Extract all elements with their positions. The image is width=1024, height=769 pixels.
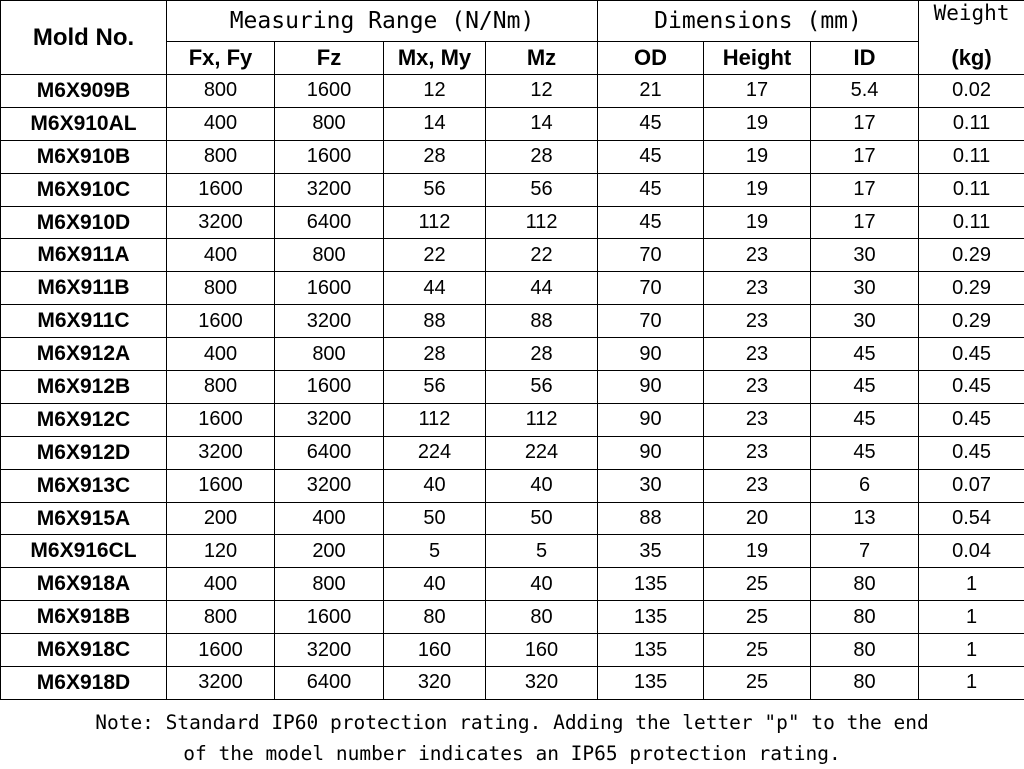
table-row	[1, 535, 1024, 568]
cell-model: M6X910D	[1, 206, 167, 239]
cell-weight: 0.54	[919, 502, 1024, 535]
cell-id: 30	[811, 239, 919, 272]
cell-mx-my: 5	[384, 535, 486, 568]
footnote-line-2: of the model number indicates an IP65 protection rating.	[0, 738, 1024, 769]
cell-weight: 0.29	[919, 239, 1024, 272]
cell-mz: 5	[486, 535, 598, 568]
cell-weight: 0.02	[919, 75, 1024, 108]
cell-od: 70	[598, 272, 704, 305]
header-weight: Weight	[919, 1, 1024, 42]
cell-id: 5.4	[811, 75, 919, 108]
cell-fz: 6400	[275, 436, 384, 469]
cell-weight: 0.11	[919, 107, 1024, 140]
cell-mx-my: 22	[384, 239, 486, 272]
cell-id: 17	[811, 206, 919, 239]
cell-id: 45	[811, 371, 919, 404]
cell-mx-my: 112	[384, 206, 486, 239]
cell-mx-my: 224	[384, 436, 486, 469]
table-row	[1, 601, 1024, 634]
cell-fx-fy: 800	[167, 371, 275, 404]
cell-od: 90	[598, 338, 704, 371]
header-dimensions: Dimensions (mm)	[598, 1, 919, 42]
cell-mz: 80	[486, 601, 598, 634]
cell-model: M6X912B	[1, 371, 167, 404]
table-row	[1, 272, 1024, 305]
table-row	[1, 338, 1024, 371]
cell-weight: 0.45	[919, 436, 1024, 469]
cell-mz: 160	[486, 634, 598, 667]
cell-fx-fy: 400	[167, 107, 275, 140]
cell-mx-my: 320	[384, 667, 486, 700]
cell-height: 19	[704, 140, 811, 173]
cell-id: 17	[811, 107, 919, 140]
cell-id: 6	[811, 469, 919, 502]
header-mz: Mz	[486, 42, 598, 75]
cell-model: M6X910C	[1, 173, 167, 206]
table-row	[1, 173, 1024, 206]
cell-model: M6X918D	[1, 667, 167, 700]
cell-od: 70	[598, 305, 704, 338]
cell-mx-my: 40	[384, 568, 486, 601]
cell-fx-fy: 120	[167, 535, 275, 568]
cell-fz: 200	[275, 535, 384, 568]
cell-model: M6X909B	[1, 75, 167, 108]
cell-od: 45	[598, 107, 704, 140]
table-row	[1, 140, 1024, 173]
cell-fx-fy: 1600	[167, 173, 275, 206]
cell-height: 19	[704, 535, 811, 568]
cell-mz: 224	[486, 436, 598, 469]
cell-mx-my: 160	[384, 634, 486, 667]
cell-fx-fy: 400	[167, 338, 275, 371]
cell-fz: 6400	[275, 667, 384, 700]
table-row	[1, 667, 1024, 700]
cell-fz: 1600	[275, 272, 384, 305]
cell-model: M6X918C	[1, 634, 167, 667]
cell-weight: 0.45	[919, 371, 1024, 404]
cell-id: 30	[811, 272, 919, 305]
cell-weight: 1	[919, 667, 1024, 700]
cell-mx-my: 40	[384, 469, 486, 502]
cell-mz: 88	[486, 305, 598, 338]
cell-id: 80	[811, 667, 919, 700]
cell-height: 23	[704, 436, 811, 469]
cell-od: 90	[598, 403, 704, 436]
cell-height: 20	[704, 502, 811, 535]
cell-fz: 3200	[275, 634, 384, 667]
cell-id: 17	[811, 140, 919, 173]
cell-mx-my: 12	[384, 75, 486, 108]
cell-fx-fy: 3200	[167, 436, 275, 469]
cell-id: 45	[811, 403, 919, 436]
cell-model: M6X910AL	[1, 107, 167, 140]
cell-od: 135	[598, 568, 704, 601]
table-row	[1, 75, 1024, 108]
cell-fz: 3200	[275, 173, 384, 206]
cell-fx-fy: 1600	[167, 634, 275, 667]
cell-od: 88	[598, 502, 704, 535]
header-id: ID	[811, 42, 919, 75]
table-row	[1, 206, 1024, 239]
cell-model: M6X912D	[1, 436, 167, 469]
cell-mx-my: 112	[384, 403, 486, 436]
cell-model: M6X916CL	[1, 535, 167, 568]
cell-model: M6X918A	[1, 568, 167, 601]
cell-height: 19	[704, 107, 811, 140]
header-weight-unit: (kg)	[919, 42, 1024, 75]
cell-weight: 1	[919, 568, 1024, 601]
cell-fx-fy: 1600	[167, 469, 275, 502]
cell-model: M6X918B	[1, 601, 167, 634]
cell-height: 23	[704, 239, 811, 272]
cell-fz: 3200	[275, 469, 384, 502]
cell-od: 35	[598, 535, 704, 568]
cell-fz: 800	[275, 338, 384, 371]
cell-fz: 800	[275, 239, 384, 272]
cell-mz: 12	[486, 75, 598, 108]
cell-weight: 0.11	[919, 140, 1024, 173]
cell-model: M6X911A	[1, 239, 167, 272]
cell-weight: 0.11	[919, 206, 1024, 239]
cell-fz: 800	[275, 107, 384, 140]
cell-od: 90	[598, 436, 704, 469]
cell-mx-my: 14	[384, 107, 486, 140]
cell-od: 135	[598, 634, 704, 667]
cell-height: 25	[704, 667, 811, 700]
cell-id: 45	[811, 338, 919, 371]
cell-mz: 14	[486, 107, 598, 140]
cell-od: 135	[598, 601, 704, 634]
cell-od: 135	[598, 667, 704, 700]
cell-fz: 3200	[275, 403, 384, 436]
cell-mz: 320	[486, 667, 598, 700]
cell-fx-fy: 400	[167, 568, 275, 601]
cell-mz: 112	[486, 403, 598, 436]
cell-id: 45	[811, 436, 919, 469]
cell-model: M6X911C	[1, 305, 167, 338]
header-height: Height	[704, 42, 811, 75]
cell-fx-fy: 1600	[167, 305, 275, 338]
cell-id: 7	[811, 535, 919, 568]
cell-height: 19	[704, 206, 811, 239]
table-row	[1, 239, 1024, 272]
cell-fx-fy: 800	[167, 75, 275, 108]
cell-mx-my: 28	[384, 338, 486, 371]
cell-model: M6X912C	[1, 403, 167, 436]
table-row	[1, 107, 1024, 140]
cell-height: 25	[704, 568, 811, 601]
cell-weight: 1	[919, 634, 1024, 667]
cell-weight: 0.04	[919, 535, 1024, 568]
cell-fz: 1600	[275, 140, 384, 173]
cell-mz: 56	[486, 173, 598, 206]
cell-id: 17	[811, 173, 919, 206]
cell-model: M6X915A	[1, 502, 167, 535]
header-mold-no: Mold No.	[1, 1, 167, 75]
cell-id: 30	[811, 305, 919, 338]
cell-fz: 1600	[275, 371, 384, 404]
cell-od: 45	[598, 173, 704, 206]
table-row	[1, 634, 1024, 667]
table-row	[1, 371, 1024, 404]
cell-height: 23	[704, 338, 811, 371]
header-mx-my: Mx, My	[384, 42, 486, 75]
cell-id: 80	[811, 634, 919, 667]
spec-table-body	[1, 75, 1024, 700]
header-od: OD	[598, 42, 704, 75]
cell-od: 45	[598, 206, 704, 239]
table-row	[1, 305, 1024, 338]
footnote	[0, 707, 1024, 769]
table-row	[1, 436, 1024, 469]
cell-mz: 44	[486, 272, 598, 305]
cell-weight: 1	[919, 601, 1024, 634]
cell-height: 23	[704, 371, 811, 404]
cell-od: 21	[598, 75, 704, 108]
table-row	[1, 568, 1024, 601]
cell-model: M6X910B	[1, 140, 167, 173]
cell-fz: 6400	[275, 206, 384, 239]
cell-mx-my: 44	[384, 272, 486, 305]
cell-height: 23	[704, 403, 811, 436]
cell-mx-my: 50	[384, 502, 486, 535]
cell-mz: 56	[486, 371, 598, 404]
cell-weight: 0.29	[919, 305, 1024, 338]
cell-fx-fy: 3200	[167, 667, 275, 700]
cell-mz: 112	[486, 206, 598, 239]
cell-mz: 40	[486, 469, 598, 502]
cell-height: 25	[704, 634, 811, 667]
cell-mx-my: 56	[384, 173, 486, 206]
cell-height: 23	[704, 305, 811, 338]
cell-mx-my: 80	[384, 601, 486, 634]
cell-od: 70	[598, 239, 704, 272]
cell-weight: 0.45	[919, 338, 1024, 371]
cell-id: 80	[811, 601, 919, 634]
cell-fz: 800	[275, 568, 384, 601]
table-row	[1, 469, 1024, 502]
cell-id: 13	[811, 502, 919, 535]
cell-mz: 22	[486, 239, 598, 272]
cell-height: 19	[704, 173, 811, 206]
cell-fx-fy: 800	[167, 140, 275, 173]
cell-model: M6X913C	[1, 469, 167, 502]
cell-weight: 0.45	[919, 403, 1024, 436]
cell-weight: 0.07	[919, 469, 1024, 502]
cell-fx-fy: 800	[167, 272, 275, 305]
cell-mx-my: 88	[384, 305, 486, 338]
cell-fx-fy: 1600	[167, 403, 275, 436]
cell-mx-my: 56	[384, 371, 486, 404]
cell-id: 80	[811, 568, 919, 601]
cell-fz: 1600	[275, 75, 384, 108]
cell-fz: 400	[275, 502, 384, 535]
cell-fx-fy: 400	[167, 239, 275, 272]
cell-od: 45	[598, 140, 704, 173]
cell-od: 90	[598, 371, 704, 404]
cell-height: 17	[704, 75, 811, 108]
cell-mz: 40	[486, 568, 598, 601]
cell-fz: 3200	[275, 305, 384, 338]
cell-mz: 50	[486, 502, 598, 535]
cell-mz: 28	[486, 338, 598, 371]
cell-height: 25	[704, 601, 811, 634]
header-fx-fy: Fx, Fy	[167, 42, 275, 75]
cell-height: 23	[704, 272, 811, 305]
cell-fz: 1600	[275, 601, 384, 634]
table-row	[1, 403, 1024, 436]
header-measuring-range: Measuring Range (N/Nm)	[167, 1, 598, 42]
cell-weight: 0.11	[919, 173, 1024, 206]
cell-fx-fy: 3200	[167, 206, 275, 239]
cell-mx-my: 28	[384, 140, 486, 173]
cell-model: M6X912A	[1, 338, 167, 371]
cell-weight: 0.29	[919, 272, 1024, 305]
cell-od: 30	[598, 469, 704, 502]
cell-fx-fy: 200	[167, 502, 275, 535]
header-fz: Fz	[275, 42, 384, 75]
cell-model: M6X911B	[1, 272, 167, 305]
cell-height: 23	[704, 469, 811, 502]
cell-fx-fy: 800	[167, 601, 275, 634]
cell-mz: 28	[486, 140, 598, 173]
table-row	[1, 502, 1024, 535]
footnote-line-1: Note: Standard IP60 protection rating. Adding the letter "p" to the end	[0, 707, 1024, 738]
